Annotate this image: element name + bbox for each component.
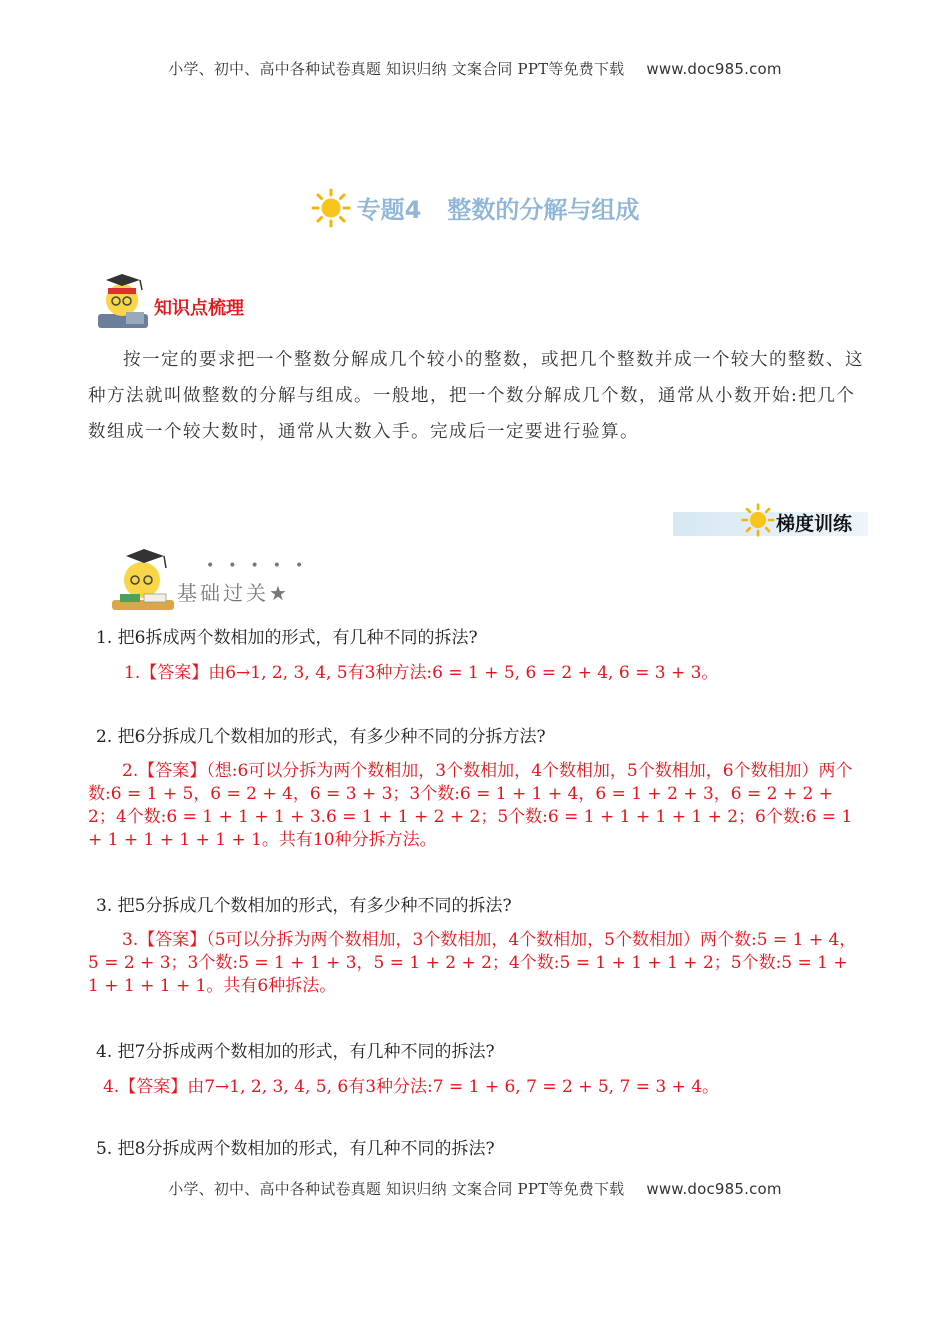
- answer-2: 2.【答案】（想:6可以分拆为两个数相加，3个数相加，4个数相加，5个数相加，6个数相加）两个数:6 = 1 + 5，6 = 2 + 4，6 = 3 + 3；3个数:6 = 1 + 1 + 4，6 = 1 + 2 + 3，6 = 2 + 2 + 2；4个数:6 = 1 + 1 + 1 + 3.6 = 1 + 1 + 2 + 2；5个数:6 = 1 + 1 + 1 + 1 + 2；6个数:6 = 1 + 1 + 1 + 1 + 1 + 1。共有10种分拆方法。: [88, 761, 853, 850]
- page-header: [0, 58, 950, 79]
- question-2: 2. 把6分拆成几个数相加的形式，有多少种不同的分拆方法?: [96, 727, 546, 747]
- reading-mascot-icon: [108, 544, 178, 618]
- question-3: 3. 把5分拆成几个数相加的形式，有多少种不同的拆法?: [96, 896, 512, 916]
- decorative-dots: •••••: [206, 558, 318, 574]
- header-url[interactable]: www.doc985.com: [646, 60, 782, 78]
- answer-4: 4.【答案】由7→1, 2, 3, 4, 5, 6有3种分法:7 = 1 + 6, 7 = 2 + 5, 7 = 3 + 4。: [103, 1077, 720, 1097]
- title-main: 整数的分解与组成: [447, 196, 640, 224]
- question-1: 1. 把6拆成两个数相加的形式，有几种不同的拆法?: [96, 628, 478, 648]
- sun-icon: [741, 503, 775, 541]
- section-knowledge-label: 知识点梳理: [154, 298, 244, 319]
- question-5: 5. 把8分拆成两个数相加的形式，有几种不同的拆法?: [96, 1139, 495, 1159]
- page-title: [0, 188, 950, 234]
- answer-1: 1.【答案】由6→1, 2, 3, 4, 5有3种方法:6 = 1 + 5, 6 = 2 + 4, 6 = 3 + 3。: [124, 663, 719, 683]
- header-text: 小学、初中、高中各种试卷真题 知识归纳 文案合同 PPT等免费下载: [168, 60, 625, 78]
- basic-section-label: 基础过关★: [177, 581, 290, 605]
- page-footer: [0, 1178, 950, 1199]
- footer-text: 小学、初中、高中各种试卷真题 知识归纳 文案合同 PPT等免费下载: [168, 1180, 625, 1198]
- footer-url[interactable]: www.doc985.com: [646, 1180, 782, 1198]
- question-4: 4. 把7分拆成两个数相加的形式，有几种不同的拆法?: [96, 1042, 495, 1062]
- answer-3: 3.【答案】（5可以分拆为两个数相加，3个数相加，4个数相加，5个数相加）两个数:5 = 1 + 4，5 = 2 + 3；3个数:5 = 1 + 1 + 3，5 = 1 + 2 + 2；4个数:5 = 1 + 1 + 1 + 2；5个数:5 = 1 + 1 + 1 + 1 + 1。共有6种拆法。: [88, 930, 857, 996]
- gradient-training-label: 梯度训练: [776, 513, 853, 535]
- knowledge-paragraph: 按一定的要求把一个整数分解成几个较小的整数，或把几个整数并成一个较大的整数、这种方法就叫做整数的分解与组成。一般地，把一个数分解成几个数，通常从小数开始:把几个数组成一个较大数时，通常从大数入手。完成后一定要进行验算。: [88, 350, 864, 442]
- scholar-mascot-icon: [96, 270, 156, 336]
- title-prefix: 专题4: [356, 196, 422, 224]
- sun-icon: [311, 188, 351, 234]
